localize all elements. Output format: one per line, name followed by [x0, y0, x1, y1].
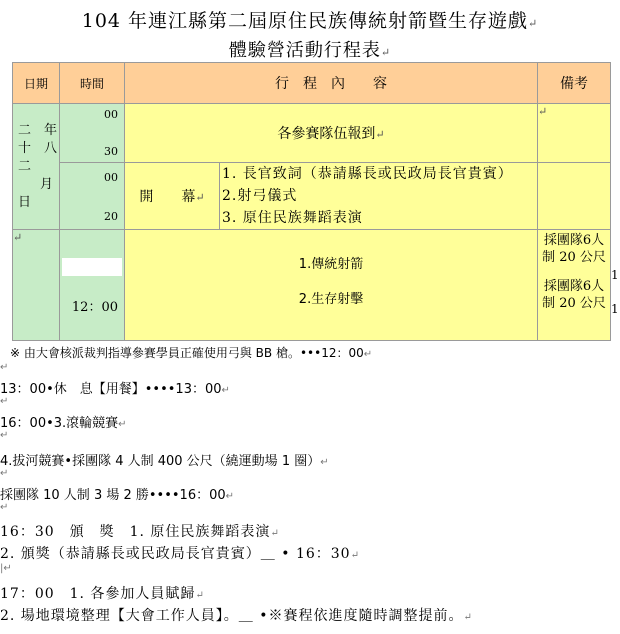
body-line: 16：30 頒 獎 1. 原住民族舞蹈表演↵ — [0, 524, 280, 540]
return-mark: ↵ — [0, 430, 9, 441]
list-item: 2.生存射擊 — [298, 292, 364, 307]
remark-cell — [538, 230, 611, 341]
document-title-line2: 體驗營活動行程表↵ — [228, 40, 392, 61]
remark-cell — [538, 163, 611, 230]
time-cell: 12：00 — [60, 230, 125, 341]
list-item: 1.傳統射箭 — [298, 257, 364, 272]
list-item: 3. 原住民族舞蹈表演 — [222, 210, 363, 226]
time-cell: 00 30 — [60, 104, 125, 163]
table-row — [13, 163, 611, 230]
body-line: 2. 場地環境整理【大會工作人員】。＿ •※賽程依進度隨時調整提前。↵ — [0, 608, 473, 624]
header-time: 時間 — [60, 63, 125, 104]
date-cell: 二 年 十 八 二 月 日 — [13, 104, 60, 230]
return-mark: ↵ — [380, 46, 392, 59]
body-line: 2. 頒獎（恭請縣長或民政局長官貴賓）＿ • 16：30↵ — [0, 546, 360, 562]
body-line: 17：00 1. 各參加人員賦歸↵ — [0, 586, 205, 602]
header-date: 日期 — [13, 63, 60, 104]
document-title-line1: 104 年連江縣第二屆原住民族傳統射箭暨生存遊戲↵ — [81, 10, 539, 32]
remark-cell: ↵ — [538, 104, 611, 163]
table-row — [13, 104, 611, 163]
opening-items-cell — [220, 163, 538, 230]
return-mark: ↵ — [0, 362, 9, 373]
remark-item: 採團隊6人制 20 公尺 — [542, 279, 606, 311]
header-content: 行 程 內 容 — [125, 63, 538, 104]
activity-cell — [125, 230, 538, 341]
schedule-table — [12, 62, 611, 341]
return-mark: ↵ — [0, 396, 9, 407]
remark-item: 採團隊6人制 20 公尺 — [542, 233, 606, 265]
date-cell-continued: ↵ — [13, 230, 60, 341]
opening-label-cell: 開 幕↵ — [125, 163, 220, 230]
list-item: 2.射弓儀式 — [222, 188, 298, 204]
body-line: ※ 由大會核派裁判指導參賽學員正確使用弓與 BB 槍。•••12：00↵ — [10, 346, 373, 360]
table-header-row — [13, 63, 611, 104]
body-line: 採團隊 10 人制 3 場 2 勝••••16：00↵ — [0, 488, 235, 503]
return-mark: |↵ — [0, 563, 12, 574]
return-mark: ↵ — [0, 502, 9, 513]
body-line: 13：00•休 息【用餐】••••13：00↵ — [0, 382, 230, 397]
header-remark: 備考 — [538, 63, 611, 104]
table-row — [13, 230, 611, 341]
list-item: 1. 長官致詞（恭請縣長或民政局長官貴賓） — [222, 166, 513, 182]
content-cell: 各參賽隊伍報到↵ — [125, 104, 538, 163]
side-mark: 1 — [611, 302, 619, 316]
side-mark: 1 — [611, 268, 619, 282]
blank-box — [62, 258, 122, 276]
time-cell: 00 20 — [60, 163, 125, 230]
body-line: 16：00•3.滾輪競賽↵ — [0, 416, 127, 431]
body-line: 4.拔河競賽•採團隊 4 人制 400 公尺（繞運動場 1 圈）↵ — [0, 454, 329, 469]
return-mark: ↵ — [0, 468, 9, 479]
return-mark: ↵ — [528, 17, 539, 30]
